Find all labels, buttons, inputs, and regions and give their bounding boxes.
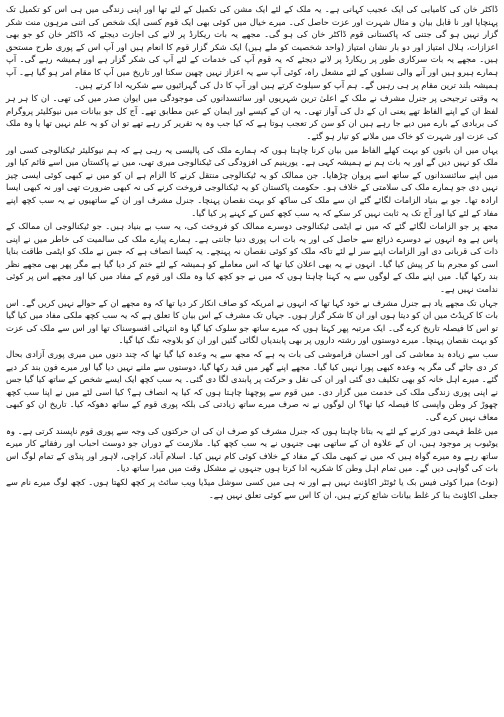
article-paragraph: یہ وقتی ترجیحی پر جنرل مشرف نے ملک کے اعلیٰ ترین شہریوں اور سائنسدانوں کی موجودگی میں ایوان صدر میں کی تھی۔ ان کا ہر ہر لفظ ان کے اپنے الفاظ تھے یعنی ان کے دل کی آواز تھی۔ یہ ان کے کیسے اور ایمان کے عین مطابق تھے۔ آج کل جو بیانات میں نیوکلیئر پروگرام کی بربادی کے بارے میں دیے جا رہے ہیں ان کو سن کر تعجب ہوتا ہے کہ کیا جب وہ یہ تقریر کر رہے تھے تو ان کو یہ علم نہیں تھا یا وہ ملک کی عزت اور شہرت کو خاک میں ملانے کو تیار ہو گئے۔	[6, 93, 498, 141]
article-paragraph: جہاں تک مجھے یاد ہے جنرل مشرف نے خود کہا تھا کہ انہوں نے امریکہ کو صاف انکار کر دیا تھا کہ وہ مجھے ان کے حوالے نہیں کریں گے۔ اس بات کا کریڈٹ میں ان کو دیتا ہوں اور ان کا شکر گزار ہوں۔ جہاں تک مشرف کے اس بیان کا تعلق ہے کہ یہ سب کچھ ملکی مفاد میں کیا گیا تو اس کا فیصلہ تاریخ کرے گی۔ ایک مرتبہ پھر کہتا ہوں کہ میرے ساتھ جو سلوک کیا گیا وہ انتہائی افسوسناک تھا اور اس سے ملک کی عزت کو بہت نقصان پہنچا۔ میرے دوستوں اور رشتہ داروں پر بھی پابندیاں لگائی گئیں اور ان کو بلاوجہ تنگ کیا گیا۔	[6, 297, 498, 346]
article-paragraph: مجھ پر جو الزامات لگائے گئے کہ میں نے ایٹمی ٹیکنالوجی دوسرے ممالک کو فروخت کی، یہ سب بے بنیاد ہیں۔ جو ٹیکنالوجی ان ممالک کے پاس ہے وہ انہوں نے دوسرے ذرائع سے حاصل کی اور یہ بات اب پوری دنیا جانتی ہے۔ ہمارے پیارے ملک کی سالمیت کی خاطر میں نے اپنی ذات کی قربانی دی اور الزامات اپنے سر لے لئے تاکہ ملک کو کوئی نقصان نہ پہنچے۔ یہ کیسا انصاف ہے کہ جس نے ملک کو ایٹمی طاقت بنایا اسی کو مجرم بنا کر پیش کیا گیا۔ انہوں نے یہ بھی اعلان کیا تھا کہ اس معاملے کو ہمیشہ کے لئے ختم کر دیا گیا ہے مگر پھر بھی مجھے نظر بند رکھا گیا۔ میں اپنے ملک کے لوگوں سے یہ کہنا چاہتا ہوں کہ میں نے جو کچھ کیا وہ ملک اور قوم کے مفاد میں کیا اور مجھے اس پر کوئی ندامت نہیں ہے۔	[6, 221, 498, 295]
article-paragraph: سب سے زیادہ بد معاشی کی اور احسان فراموشی کی بات یہ ہے کہ مجھ سے یہ وعدہ کیا گیا تھا کہ چند دنوں میں میری پوری آزادی بحال کر دی جائے گی مگر یہ وعدہ کبھی پورا نہیں کیا گیا۔ مجھے اپنے گھر میں قید رکھا گیا، دوستوں سے ملنے نہیں دیا گیا اور میرے فون بند کر دیے گئے۔ میرے اہل خانہ کو بھی تکلیف دی گئی اور ان کی نقل و حرکت پر پابندی لگا دی گئی۔ یہ سب کچھ ایک ایسے شخص کے ساتھ کیا گیا جس نے اپنی پوری زندگی ملک کی خدمت میں گزار دی۔ میں قوم سے پوچھنا چاہتا ہوں کہ کیا یہ انصاف ہے؟ کیا اسی لئے میں نے اپنا سب کچھ چھوڑ کر وطن واپسی کا فیصلہ کیا تھا؟ ان لوگوں نے نہ صرف میرے ساتھ زیادتی کی بلکہ پوری قوم کے ساتھ دھوکہ کیا۔ تاریخ ان کو کبھی معاف نہیں کرے گی۔	[6, 349, 498, 422]
article-paragraph: ڈاکٹر خان کی کامیابی کی ایک عجیب کہانی ہے۔ یہ ملک کے لئے ایک مشن کی تکمیل کے لئے تھا اور اپنی زندگی میں ہی اس کو تکمیل تک پہنچایا اور نا قابل بیان و مثال شہرت اور عزت حاصل کی۔ میرے خیال میں کوئی بھی ایک قوم کسی ایک شخص کی اتنی مرہون منت شکر گزار نہیں ہو گی جتنی کہ پاکستانی قوم ڈاکٹر خان کی ہو گی۔ مجھے یہ بات ریکارڈ پر لانے کی اجازت دیجئے کہ ڈاکٹر خان کو جو بھی اعزازات، ہلال امتیاز اور دو بار نشان امتیاز (واحد شخصیت کو ملے ہیں) ایک شکر گزار قوم کا انعام ہیں اور آپ اس کے پوری طرح مستحق ہیں۔ مجھے یہ بات سرکاری طور پر ریکارڈ پر لانے دیجئے کہ یہ قوم آپ کی خدمات کے لئے آپ کی شکر گزار ہے اور ہمیشہ رہے گی۔ آپ ہمارے ہیرو ہیں اور آنے والی نسلوں کے لئے مشعل راہ، کوئی آپ سے یہ اعزاز نہیں چھین سکتا اور تاریخ میں آپ کا مقام امر ہو گیا ہے۔ آپ ہمیشہ بلند ترین مقام پر ہی رہیں گے۔ ہم آپ کو سیلوٹ کرتے ہیں اور آپ کا دل کی گہرائیوں سے شکریہ ادا کرتے ہیں۔	[6, 4, 498, 90]
article-note: (نوٹ) میرا کوئی فیس بک یا ٹوئٹر اکاؤنٹ نہیں ہے اور نہ ہی میں کسی سوشل میڈیا ویب سائٹ پر کچھ لکھتا ہوں۔ کچھ لوگ میرے نام سے جعلی اکاؤنٹ بنا کر غلط بیانات شائع کرتے ہیں، ان کا اس سے کوئی تعلق نہیں ہے۔	[6, 476, 498, 500]
article-paragraph: یہاں میں ان باتوں کو بہت کھلے الفاظ میں بیان کرنا چاہتا ہوں کہ ہمارے ملک کی پالیسی یہ رہی ہے کہ ہم نیوکلیئر ٹیکنالوجی کسی اور ملک کو نہیں دیں گے اور یہ بات ہم نے ہمیشہ کہی ہے۔ یورینیم کی افزودگی کی ٹیکنالوجی میری تھی، میں نے پاکستان میں اسے قائم کیا اور میں اپنے سائنسدانوں کے ساتھ اسے پروان چڑھایا۔ جن ممالک کو یہ ٹیکنالوجی منتقل کرنے کا الزام ہے ان کو میں نے کبھی کوئی ایسی چیز نہیں دی جو ہمارے ملک کی سلامتی کے خلاف ہو۔ حکومت پاکستان کو یہ ٹیکنالوجی فروخت کرنے کی نہ کبھی ضرورت تھی اور نہ کبھی ایسا ارادہ تھا۔ جو بے بنیاد الزامات لگائے گئے ان سے ملک کی ساکھ کو بہت نقصان پہنچا۔ جنرل مشرف اور ان کے ساتھیوں نے یہ سب کچھ اپنے مفاد کے لئے کیا اور آج تک یہ ثابت نہیں کر سکے کہ یہ سب کچھ کس کے کہنے پر کیا گیا۔	[6, 144, 498, 218]
article-paragraph: میں غلط فہمی دور کرنے کے لئے یہ بتانا چاہتا ہوں کہ جنرل مشرف کو صرف ان کی ان حرکتوں کی وجہ سے پوری قوم ناپسند کرتی ہے۔ وہ یوٹیوب پر موجود ہیں، ان کے علاوہ ان کے ساتھی بھی جنہوں نے یہ سب کچھ کیا۔ ملازمت کے دوران جو دوست احباب اور رفقائے کار میرے ساتھ رہے وہ میرے گواہ ہیں کہ میں نے کبھی ملک کے مفاد کے خلاف کوئی کام نہیں کیا۔ اسلام آباد، کراچی، لاہور اور پنڈی کے تمام لوگ اس بات کی گواہی دیں گے۔ میں تمام اہل وطن کا شکریہ ادا کرتا ہوں جنہوں نے مشکل وقت میں میرا ساتھ دیا۔	[6, 425, 499, 474]
